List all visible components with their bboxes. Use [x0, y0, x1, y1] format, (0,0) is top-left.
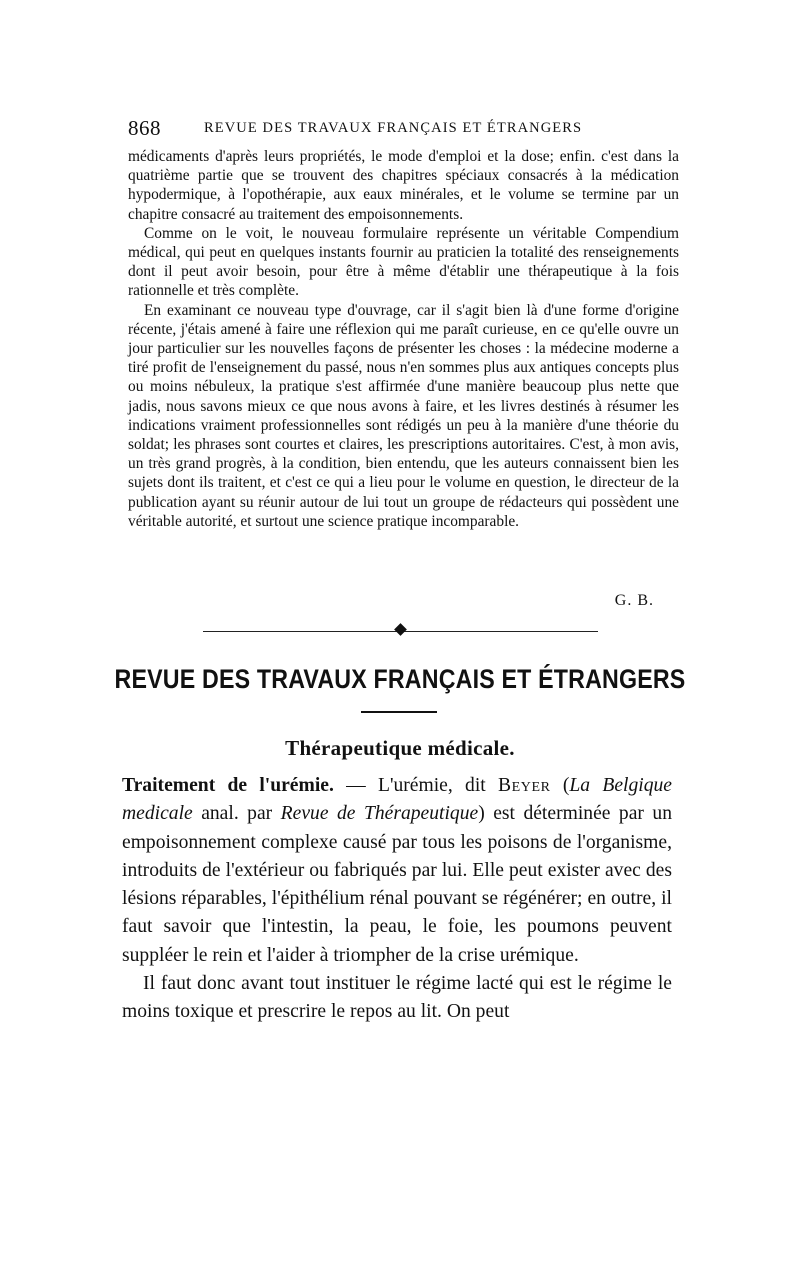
- review-paragraph: Comme on le voit, le nouveau formulaire représente un véritable Compendium médical, qui peut en quelques instants fournir au praticien la totalité des renseignements dont il peut avoir besoin, pour être à même d'établir une thérapeutique à la fois rationnelle et très complète.: [128, 224, 679, 300]
- running-head: [128, 116, 680, 142]
- article-run-in-title: Traitement de l'urémie.: [122, 775, 334, 796]
- review-paragraph: médicaments d'après leurs propriétés, le mode d'emploi et la dose; enfin. c'est dans la quatrième partie que se trouvent des chapitres spéciaux consacrés à la médication hypodermique, à l'opothérapie, aux eaux minérales, et le volume se termine par un chapitre consacré au traitement des empoisonnements.: [128, 148, 679, 223]
- journal-title: La Belgique medicale: [122, 775, 672, 825]
- book-review-text: [128, 147, 679, 531]
- article-paragraph: Il faut donc avant tout instituer le régime lacté qui est le régime le moins toxique et prescrire le repos au lit. On peut: [122, 973, 672, 1023]
- article-paragraph: [122, 772, 672, 970]
- running-title: REVUE DES TRAVAUX FRANÇAIS ET ÉTRANGERS: [204, 120, 583, 136]
- article-text: (: [550, 775, 570, 796]
- review-paragraph: En examinant ce nouveau type d'ouvrage, car il s'agit bien là d'une forme d'origine récente, j'étais amené à faire une réflexion qui me paraît curieuse, en ce qu'elle ouvre un jour particulier sur les nouvelles façons de présenter les choses : la médecine moderne a tiré profit de l'enseignement du passé, nous n'en sommes plus aux antiques concepts plus ou moins nébuleux, la pratique s'est affirmée d'une manière beaucoup plus nette que jadis, nous savons mieux ce que nous avons à faire, et les livres destinés à résumer les indications vraiment professionnelles sont rédigés un peu à la manière d'une théorie du soldat; les phrases sont courtes et claires, les prescriptions autoritaires. C'est, à mon avis, un très grand progrès, à la condition, bien entendu, que les auteurs connaissent bien les sujets dont ils traitent, et c'est ce qui a lieu pour le volume en question, le directeur de la publication ayant su réunir autour de lui tout un groupe de rédacteurs qui possèdent une véritable autorité, et surtout une science pratique incomparable.: [128, 301, 679, 530]
- author-signature: G. B.: [614, 592, 654, 609]
- review-title: Revue de Thérapeutique: [280, 803, 479, 825]
- cited-author: Beyer: [497, 775, 551, 796]
- section-title: REVUE DES TRAVAUX FRANÇAIS ET ÉTRANGERS: [114, 664, 686, 694]
- subsection-title: Thérapeutique médicale.: [285, 736, 515, 760]
- article-body: [122, 772, 672, 1027]
- article-text: anal. par: [192, 803, 281, 825]
- page-number: 868: [128, 116, 161, 140]
- article-text: ) est déterminée par un empoisonnement complexe causé par tous les poisons de l'organisme, introduits de l'extérieur ou fabriqués par lui. Elle peut exister avec des lésions réparables, l'épithélium rénal pouvant se régénérer; en outre, il faut savoir que l'intestin, la peau, le foie, les poumons peuvent suppléer le rein et l'aider à triompher de la crise urémique.: [122, 803, 673, 966]
- title-rule: [361, 711, 437, 713]
- article-text: — L'urémie, dit: [333, 775, 498, 796]
- diamond-ornament-icon: [394, 623, 407, 636]
